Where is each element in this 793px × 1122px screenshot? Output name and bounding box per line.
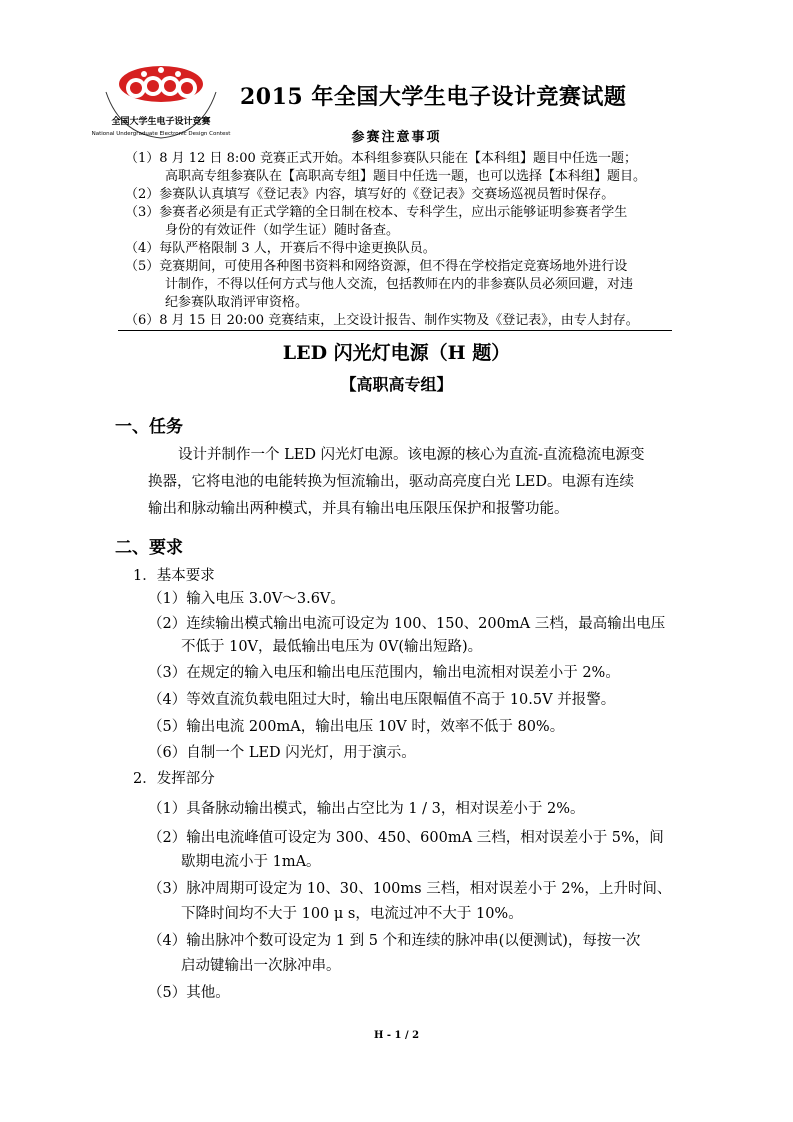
notice-line: 高职高专组参赛队在【高职高专组】题目中任选一题，也可以选择【本科组】题目。 — [165, 169, 647, 184]
notice-line: （3）参赛者必须是有正式学籍的全日制在校本、专科学生，应出示能够证明参赛者学生 — [125, 205, 628, 220]
notice-title: 参赛注意事项 — [351, 130, 442, 145]
basic-requirements-heading: 1．基本要求 — [133, 568, 215, 584]
extended-requirement-item: （1）具备脉动输出模式，输出占空比为 1 / 3，相对误差小于 2%。 — [148, 801, 585, 817]
notice-line: （2）参赛队认真填写《登记表》内容，填写好的《登记表》交赛场巡视员暂时保存。 — [125, 187, 615, 202]
task-heading: 一、任务 — [115, 417, 183, 437]
basic-requirement-item: （3）在规定的输入电压和输出电压范围内，输出电流相对误差小于 2%。 — [148, 665, 620, 681]
document-title: LED 闪光灯电源（H 题） — [282, 342, 511, 364]
basic-requirement-item: （1）输入电压 3.0V～3.6V。 — [148, 591, 345, 607]
task-line: 设计并制作一个 LED 闪光灯电源。该电源的核心为直流-直流稳流电源变 — [178, 447, 645, 463]
notice-line: （4）每队严格限制 3 人，开赛后不得中途更换队员。 — [125, 241, 436, 256]
notice-line: 纪参赛队取消评审资格。 — [165, 295, 309, 310]
extended-requirement-item: 启动键输出一次脉冲串。 — [181, 958, 341, 974]
task-line: 输出和脉动输出两种模式，并具有输出电压限压保护和报警功能。 — [148, 501, 569, 517]
notice-line: 计制作，不得以任何方式与他人交流，包括教师在内的非参赛队员必须回避，对违 — [165, 277, 634, 292]
divider-rule — [118, 330, 672, 331]
basic-requirement-item: （4）等效直流负载电阻过大时，输出电压限幅值不高于 10.5V 并报警。 — [148, 692, 616, 708]
notice-line: （1）8 月 12 日 8:00 竞赛正式开始。本科组参赛队只能在【本科组】题目中任选一题； — [125, 151, 637, 166]
extended-requirement-item: 歇期电流小于 1mA。 — [181, 854, 321, 870]
notice-line: （6）8 月 15 日 20:00 竞赛结束，上交设计报告、制作实物及《登记表》，由专人封存。 — [125, 313, 639, 328]
extended-requirement-item: （4）输出脉冲个数可设定为 1 到 5 个和连续的脉冲串(以便测试)，每按一次 — [148, 933, 641, 949]
extended-requirement-item: （3）脉冲周期可设定为 10、30、100ms 三档，相对误差小于 2%，上升时间、 — [148, 881, 672, 897]
document-subtitle: 【高职高专组】 — [340, 375, 453, 394]
basic-requirement-item: （6）自制一个 LED 闪光灯，用于演示。 — [148, 745, 416, 761]
notice-line: （5）竞赛期间，可使用各种图书资料和网络资源，但不得在学校指定竞赛场地外进行设 — [125, 259, 628, 274]
basic-requirement-item: （2）连续输出模式输出电流可设定为 100、150、200mA 三档，最高输出电压 — [148, 616, 666, 632]
page-number: H - 1 / 2 — [373, 1030, 420, 1041]
main-title: 2015 年全国大学生电子设计竞赛试题 — [240, 84, 627, 110]
svg-text:全国大学生电子设计竞赛: 全国大学生电子设计竞赛 — [111, 117, 211, 127]
requirements-heading: 二、要求 — [115, 538, 183, 558]
notice-line: 身份的有效证件（如学生证）随时备查。 — [165, 223, 400, 238]
extended-requirement-item: 下降时间均不大于 100 μ s，电流过冲不大于 10%。 — [181, 906, 523, 922]
basic-requirement-item: （5）输出电流 200mA，输出电压 10V 时，效率不低于 80%。 — [148, 719, 565, 735]
svg-text:National Undergraduate Electro: National Undergraduate Electronic Design Contest — [91, 131, 231, 137]
task-line: 换器，它将电池的电能转换为恒流输出，驱动高亮度白光 LED。电源有连续 — [148, 474, 634, 490]
extended-requirement-item: （2）输出电流峰值可设定为 300、450、600mA 三档，相对误差小于 5%，间 — [148, 830, 664, 846]
extended-requirement-item: （5）其他。 — [148, 985, 230, 1001]
extended-requirements-heading: 2．发挥部分 — [133, 771, 215, 787]
basic-requirement-item: 不低于 10V，最低输出电压为 0V(输出短路)。 — [181, 639, 483, 655]
